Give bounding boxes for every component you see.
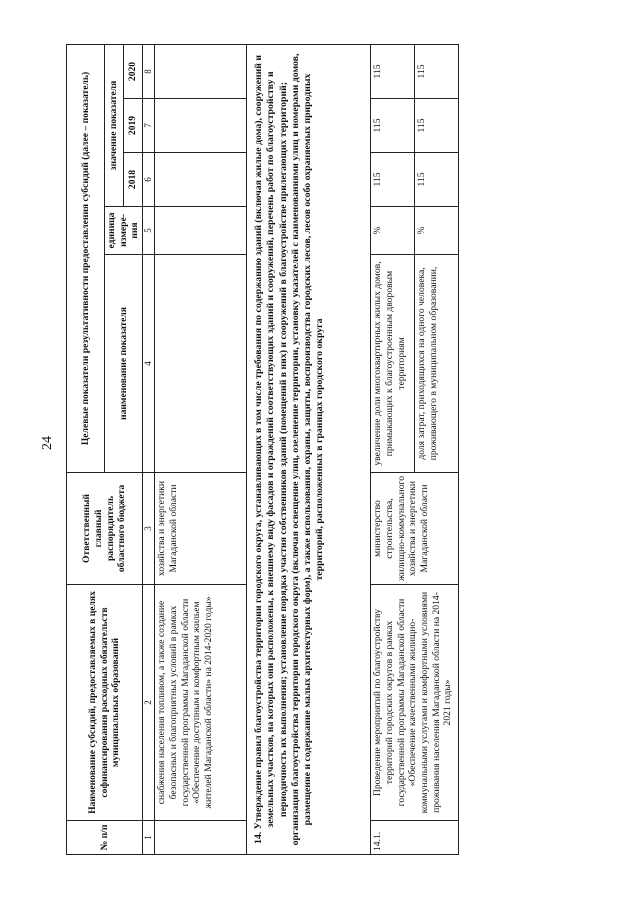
column-index: 7 [143, 99, 155, 153]
column-index: 4 [143, 255, 155, 473]
section-14-title: 14. Утверждение правил благоустройства территории городского округа, устанавливающих в том числе требования по содержанию зданий (включая жилые дома), сооружений и земельных участков, на которых они расположены, к внешнему виду фасадов и ограждений соответствующих зданий и сооружений, перечень работ по благоустройству и периодичность их выполнения; установление порядка участия собственников зданий (помещений в них) и сооружений в благоустройстве прилегающих территорий; организация благоустройства территории городского округа (включая освещение улиц, озеленение территории, установку указателей с наименованиями улиц и номерами домов, размещение и содержание малых архитектурных форм), а также использования, охраны, защиты, воспроизводства городских лесов, лесов особо охраняемых природных территорий, расположенных в границах городского округа [247, 45, 371, 855]
cell-indicator [155, 255, 247, 473]
cell-name: снабжения населения топливом, а также создание безопасных и благоприятных условий в рамках государственной программы Магаданской области «Обеспечение доступным и комфортным жильем жителей Магаданской области» на 2014-2020 годы» [155, 585, 247, 821]
cell-org: министерство строительства, жилищно-коммунального хозяйства и энергетики Магаданской области [371, 473, 459, 585]
cell-num: 14.1. [371, 821, 459, 855]
header-year-2019: 2019 [124, 99, 143, 153]
cell-num [155, 821, 247, 855]
cell-unit: % [415, 207, 459, 255]
column-index: 1 [143, 821, 155, 855]
cell-2020: 115 [415, 45, 459, 99]
cell-unit: % [371, 207, 415, 255]
section-row [247, 45, 371, 855]
column-index: 8 [143, 45, 155, 99]
cell-org: хозяйства и энергетики Магаданской области [155, 473, 247, 585]
rotated-page [66, 45, 454, 855]
header-unit: единица измере-ния [105, 207, 143, 255]
cell-unit [155, 207, 247, 255]
cell-2018: 115 [415, 153, 459, 207]
cell-2018 [155, 153, 247, 207]
column-index: 5 [143, 207, 155, 255]
cell-2019: 115 [371, 99, 415, 153]
header-indicator-name: наименование показателя [105, 255, 143, 473]
header-num: № п/п [67, 821, 143, 855]
cell-indicator: увеличение доли многоквартирных жилых домов, примыкающих к благоустроенным дворовым территориям [371, 255, 415, 473]
cell-2020: 115 [371, 45, 415, 99]
page-number: 24 [40, 436, 55, 450]
header-name: Наименование субсидий, предоставляемых в целях софинансирования расходных обязательств муниципальных образований [67, 585, 143, 821]
cell-2020 [155, 45, 247, 99]
column-index: 3 [143, 473, 155, 585]
cell-indicator: доля затрат, приходящихся на одного человека, проживающего в муниципальном образовании, [415, 255, 459, 473]
header-values: значение показателя [105, 45, 124, 207]
cell-name: Проведение мероприятий по благоустройству территорий городских округов в рамках государственной программы Магаданской области «Обеспечение качественными жилищно-коммунальными услугами и комфортными условиями проживания населения Магаданской области на 2014-2021 годы» [371, 585, 459, 821]
column-index: 2 [143, 585, 155, 821]
subsidy-table [66, 44, 459, 855]
column-index: 6 [143, 153, 155, 207]
header-org: Ответственный главный распорядитель областного бюджета [67, 473, 143, 585]
cell-2019: 115 [415, 99, 459, 153]
header-year-2020: 2020 [124, 45, 143, 99]
header-targets: Целевые показатели результативности предоставления субсидий (далее – показатель) [67, 45, 105, 473]
table-row [371, 45, 415, 855]
cell-2018: 115 [371, 153, 415, 207]
header-year-2018: 2018 [124, 153, 143, 207]
table-row [155, 45, 247, 855]
cell-2019 [155, 99, 247, 153]
column-index-row [143, 45, 155, 855]
